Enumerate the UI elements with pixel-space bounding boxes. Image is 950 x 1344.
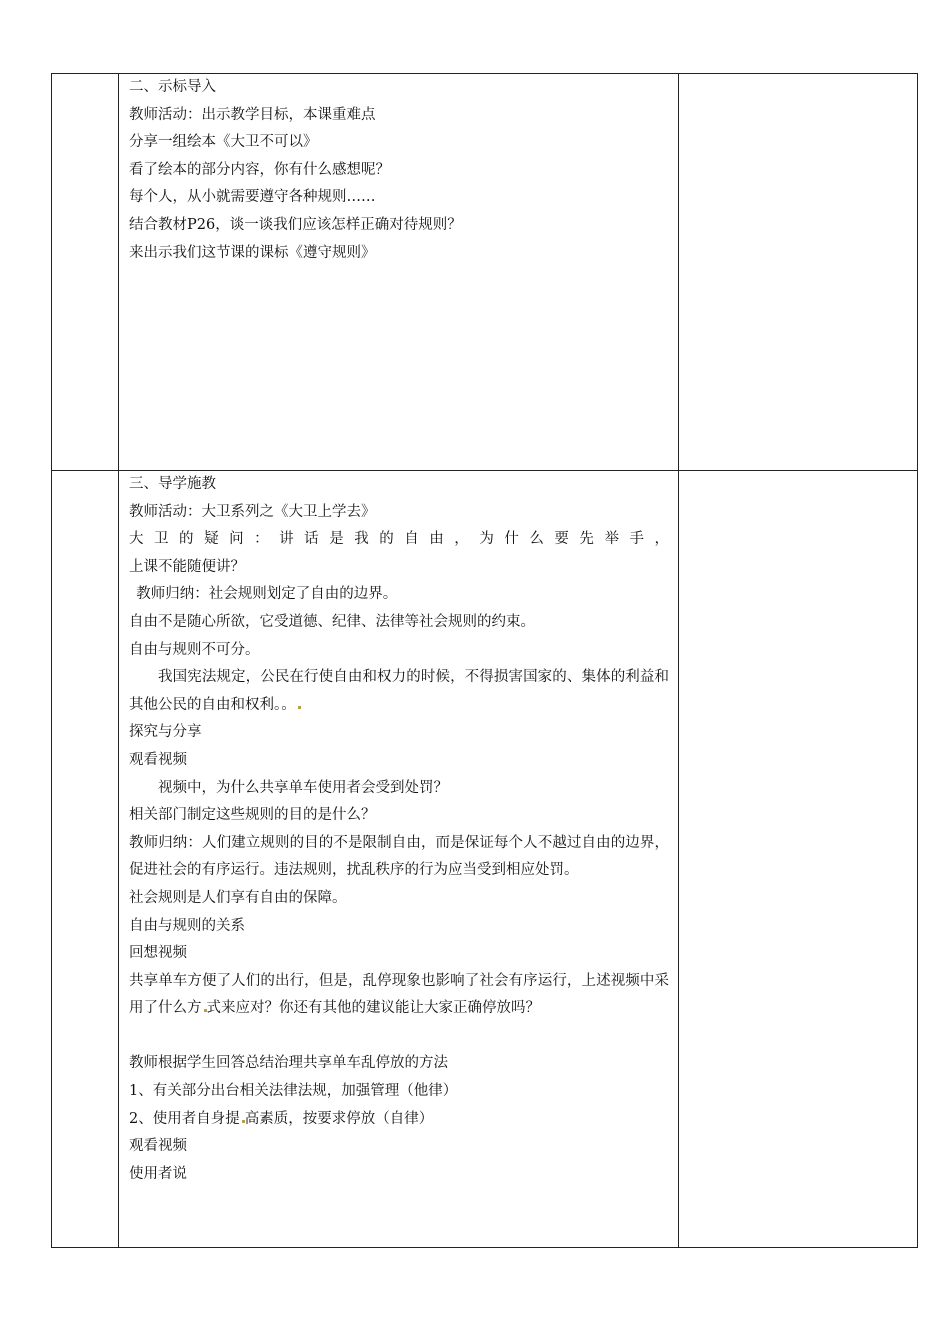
methods-intro: 教师根据学生回答总结治理共享单车乱停放的方法 (129, 1055, 448, 1072)
watch-video: 观看视频 (129, 1138, 187, 1155)
freedom-constraint: 自由不是随心所欲，它受道德、纪律、法律等社会规则的约束。 (129, 613, 535, 630)
constitution-paragraph (129, 664, 669, 719)
recall-video: 回想视频 (129, 945, 187, 962)
watch-video: 观看视频 (129, 751, 187, 768)
constitution-text-b: 国宪法规定，公民在行使自由和权力的时候，不得损害国家的、集体的利益和其他公民的自由和权利。 (129, 669, 669, 713)
method-2-text-a: 2、使用者自身提 (129, 1110, 240, 1127)
section-2-line: 结合教材P26，谈一谈我们应该怎样正确对待规则？ (129, 216, 462, 233)
section-3-title: 三、导学施教 (129, 476, 216, 492)
section-2-line: 分享一组绘本《大卫不可以》 (129, 134, 318, 151)
method-1: 1、有关部分出台相关法律法规，加强管理（他律） (129, 1083, 458, 1100)
lesson-plan-table (51, 73, 918, 1248)
left-margin-cell (52, 74, 119, 471)
freedom-rules-inseparable: 自由与规则不可分。 (129, 641, 260, 658)
method-2 (129, 1106, 669, 1134)
shared-bike-text-a: 共享单车方便了人们的出行，但是，乱停现象也影响了社会有序运行，上述视频中采用了什么方 (129, 972, 669, 1017)
edit-mark (298, 706, 301, 709)
shared-bike-paragraph (129, 968, 669, 1023)
teacher-summary-1: 教师归纳：社会规则划定了自由的边界。 (136, 586, 398, 603)
notes-cell (679, 471, 918, 1248)
purpose-question: 相关部门制定这些规则的目的是什么？ (129, 807, 376, 824)
constitution-end: 。 (281, 696, 296, 713)
freedom-rules-relation: 自由与规则的关系 (129, 917, 245, 934)
constitution-text-a: 我 (158, 669, 173, 686)
david-question-cont: 上课不能随便讲？ (129, 558, 245, 575)
section-2-line: 每个人，从小就需要遵守各种规则…… (129, 189, 376, 206)
lesson-plan-sheet (51, 73, 917, 1249)
method-2-text-b: 高素质，按要求停放（自律） (244, 1110, 434, 1127)
blank-line (129, 1023, 669, 1051)
section-2-cell (119, 74, 679, 471)
shared-bike-text-b: 式来应对？你还有其他的建议能让大家正确停放吗？ (206, 1000, 540, 1017)
section-3-cell (119, 471, 679, 1248)
teacher-summary-2: 教师归纳：人们建立规则的目的不是限制自由，而是保证每个人不越过自由的边界，促进社会的有序运行。违法规则，扰乱秩序的行为应当受到相应处罚。 (129, 834, 669, 879)
section-2-line: 看了绘本的部分内容，你有什么感想呢？ (129, 161, 390, 178)
video-question: 视频中，为什么共享单车使用者会受到处罚？ (158, 779, 448, 796)
section-2-line: 来出示我们这节课的课标《遵守规则》 (129, 244, 376, 261)
teacher-activity: 教师活动：大卫系列之《大卫上学去》 (129, 503, 376, 520)
david-question: 大卫的疑问：讲话是我的自由，为什么要先举手， (129, 531, 669, 548)
table-row (52, 74, 918, 471)
left-margin-cell (52, 471, 119, 1248)
rules-guarantee: 社会规则是人们享有自由的保障。 (129, 889, 347, 906)
section-2-title: 二、示标导入 (129, 79, 216, 95)
user-says: 使用者说 (129, 1165, 187, 1182)
explore-share: 探究与分享 (129, 724, 202, 741)
notes-cell (679, 74, 918, 471)
section-2-line: 教师活动：出示教学目标，本课重难点 (129, 106, 376, 123)
table-row (52, 471, 918, 1248)
